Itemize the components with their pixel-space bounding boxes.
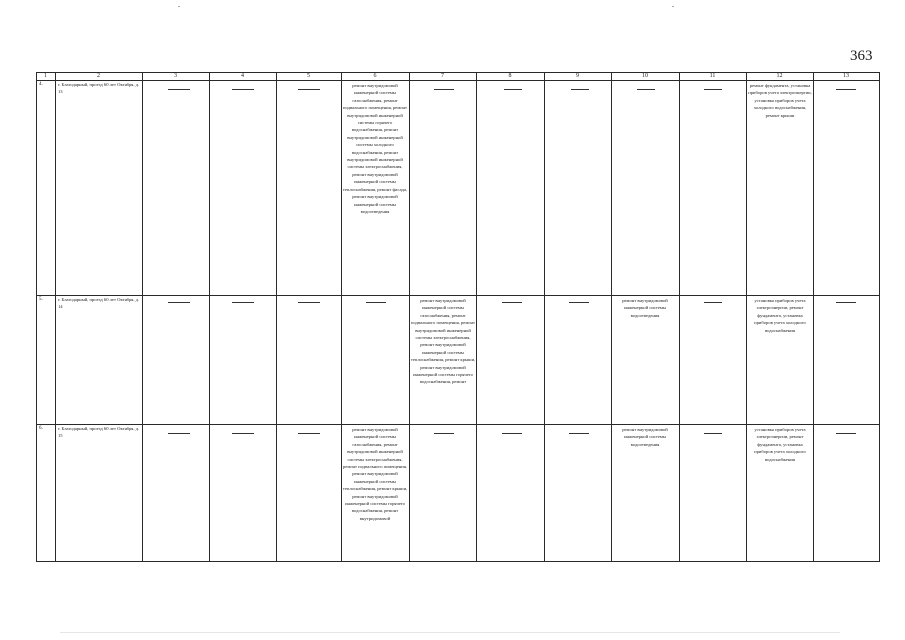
data-table — [36, 72, 880, 562]
empty-dash — [298, 89, 320, 90]
empty-dash — [168, 302, 190, 303]
header-cell: 12 — [776, 73, 783, 79]
table-rule — [544, 72, 545, 562]
works-cell: ремонт внутридомовой инженерной системы водоотведения — [622, 298, 668, 318]
table-rule — [746, 72, 747, 562]
address-cell: г. Благодарный, проезд 60 лет Октября, д. 13 — [58, 82, 140, 95]
row-rule — [36, 424, 880, 425]
table-rule — [209, 72, 210, 562]
header-cell: 7 — [441, 73, 444, 79]
header-cell: 11 — [709, 73, 716, 79]
empty-dash — [298, 433, 320, 434]
row-number: 6. — [39, 426, 43, 431]
header-cell: 10 — [642, 73, 648, 79]
empty-dash — [704, 89, 722, 90]
header-cell: 5 — [307, 73, 310, 79]
empty-dash — [836, 433, 856, 434]
table-rule — [276, 72, 277, 562]
table-border-bottom — [36, 561, 880, 562]
works-cell: установка приборов учета электроэнергии, ремонт фундамента, установка приборов учета холодного водоснабжения — [754, 427, 806, 462]
empty-dash — [232, 89, 254, 90]
scan-speck — [178, 6, 180, 7]
empty-dash — [168, 89, 190, 90]
table-rule — [142, 72, 143, 562]
works-cell: ремонт внутридомовой инженерной системы водоотведения — [622, 427, 668, 447]
table-rule — [55, 72, 56, 562]
empty-dash — [504, 89, 522, 90]
header-row-rule — [36, 80, 880, 81]
empty-dash — [704, 302, 722, 303]
table-border-right — [879, 72, 880, 562]
row-number: 4. — [39, 82, 43, 87]
table-rule — [679, 72, 680, 562]
scan-speck — [672, 6, 674, 7]
empty-dash — [232, 302, 254, 303]
header-cell: 13 — [843, 73, 849, 79]
address-cell: г. Благодарный, проезд 60 лет Октября, д. 15 — [58, 426, 140, 439]
empty-dash — [569, 433, 589, 434]
empty-dash — [571, 89, 589, 90]
works-cell: ремонт внутридомовой инженерной системы газоснабжения, ремонт внутридомовой инженерной системы электроснабжения, ремонт подвального помещения, ремонт внутридомовой инженерной системы теплоснабжения, ремонт крыши, ремонт внутридомовой инженерной системы горячего водоснабжения, ремонт внутридомовой — [342, 427, 408, 521]
works-cell: ремонт фундамента, установка приборов учета электроэнергии, установка приборов учета холодного водоснабжения, ремонт крыши — [748, 83, 812, 118]
works-cell: установка приборов учета электроэнергии, ремонт фундамента, установка приборов учета холодного водоснабжения — [754, 298, 806, 333]
empty-dash — [502, 302, 522, 303]
empty-dash — [434, 433, 454, 434]
header-cell: 3 — [174, 73, 177, 79]
empty-dash — [704, 433, 722, 434]
table-rule — [813, 72, 814, 562]
empty-dash — [298, 302, 320, 303]
header-cell: 8 — [508, 73, 512, 79]
address-cell: г. Благодарный, проезд 60 лет Октября, д. 14 — [58, 297, 140, 310]
header-cell: 4 — [241, 73, 244, 79]
works-cell: ремонт внутридомовой инженерной системы газоснабжения, ремонт подвального помещения, ремонт внутридомовой инженерной системы электроснабжения, ремонт внутридомовой инженерной системы теплоснабжения, ремонт крыши, ремонт внутридомовой инженерной системы горячего водоснабжения, ремонт — [410, 298, 476, 385]
empty-dash — [836, 302, 856, 303]
empty-dash — [366, 302, 386, 303]
works-cell: ремонт внутридомовой инженерной системы газоснабжения, ремонт подвального помещения, ремонт внутридомовой инженерной системы горячего водоснабжения, ремонт внутридомовой инженерной системы холодного водоснабжения, ремонт внутридомовой инженерной системы электроснабжения, ремонт внутридомовой инженерной системы теплоснабжения, ремонт фасада, ремонт внутридомовой инженерной системы водоотведения — [342, 83, 408, 214]
empty-dash — [502, 433, 522, 434]
header-cell: 1 — [44, 73, 47, 79]
row-rule — [36, 295, 880, 296]
page-number: 363 — [850, 48, 873, 64]
empty-dash — [168, 433, 190, 434]
empty-dash — [637, 89, 655, 90]
header-cell: 9 — [576, 73, 579, 79]
row-number: 5. — [39, 297, 43, 302]
header-cell: 6 — [373, 73, 377, 79]
empty-dash — [232, 433, 254, 434]
empty-dash — [434, 89, 454, 90]
table-border-left — [36, 72, 37, 562]
empty-dash — [836, 89, 856, 90]
header-cell: 2 — [97, 73, 100, 79]
scan-speck — [60, 632, 840, 633]
empty-dash — [569, 302, 589, 303]
table-rule — [476, 72, 477, 562]
